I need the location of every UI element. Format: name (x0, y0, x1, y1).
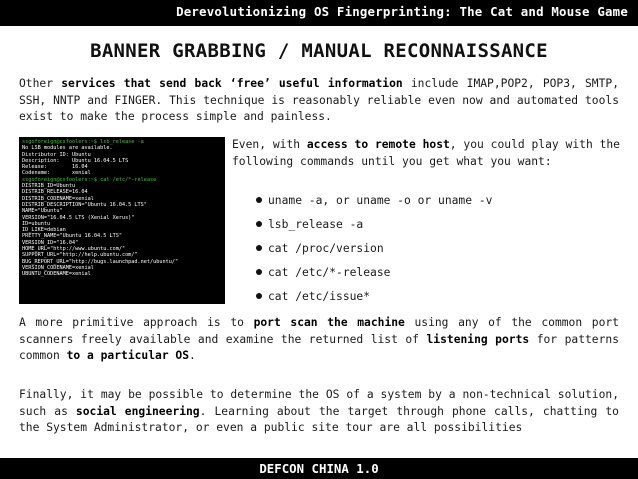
p2-text-e: for patterns common (19, 332, 619, 363)
paragraph-port-scan (19, 315, 619, 365)
terminal-line: Distributor ID: Ubuntu (22, 151, 91, 158)
terminal-line: Codename: xenial (22, 170, 91, 177)
terminal-line: BUG_REPORT_URL="http://bugs.launchpad.net/ubuntu/" (22, 258, 179, 265)
command-text: uname -a, or uname -o or uname -v (268, 194, 493, 207)
terminal-line: ssgoforeign@csfoolers:~$ cat /etc/*-release (22, 176, 157, 183)
bullet-icon (256, 221, 262, 227)
terminal-line: HOME_URL="http://www.ubuntu.com/" (22, 246, 126, 253)
paragraph-remote-access (232, 137, 620, 170)
command-text: cat /etc/issue* (268, 290, 371, 303)
p3-text-c: . Learning about the target through phone calls, chatting to the System Administrator, or even a public site tour are all possibilities (19, 404, 619, 435)
terminal-line: Description: Ubuntu 16.04.5 LTS (22, 157, 129, 164)
terminal-line: ID_LIKE=debian (22, 227, 66, 234)
terminal-line: Release: 16.04 (22, 164, 88, 171)
p1-bold-services: services that send back ‘free’ useful information (61, 77, 403, 90)
terminal-line: DISTRIB_RELEASE=16.04 (22, 189, 88, 196)
bullet-icon (256, 269, 262, 275)
bullet-icon (256, 293, 262, 299)
terminal-line: DISTRIB_DESCRIPTION="Ubuntu 16.04.5 LTS" (22, 201, 147, 208)
command-item (256, 193, 492, 217)
terminal-line: NAME="Ubuntu" (22, 208, 63, 215)
p2-text-a: A more primitive approach is to (19, 316, 254, 329)
command-item (256, 217, 492, 241)
p2-bold-port-scan: port scan the machine (253, 316, 405, 329)
terminal-line: PRETTY_NAME="Ubuntu 16.04.5 LTS" (22, 233, 122, 240)
footer-label: DEFCON CHINA 1.0 (259, 461, 379, 476)
paragraph-services (19, 76, 619, 126)
command-item (256, 241, 492, 265)
terminal-line: VERSION_CODENAME=xenial (22, 264, 94, 271)
p2-text-g: . (189, 349, 196, 363)
command-item (256, 289, 492, 313)
command-text: cat /proc/version (268, 242, 384, 255)
command-item (256, 265, 492, 289)
slide-title: BANNER GRABBING / MANUAL RECONNAISSANCE (90, 40, 548, 62)
header-title: Derevolutionizing OS Fingerprinting: The Cat and Mouse Game (176, 4, 628, 19)
p2-text-c: using any of the common port scanners freely available and examine the returned list of (19, 316, 619, 346)
terminal-line: VERSION_ID="16.04" (22, 239, 79, 246)
right-text-c: , you could play with the following commands until you get what you want: (232, 138, 620, 168)
p1-text-c: include IMAP,POP2, POP3, SMTP, SSH, NNTP and FINGER. This technique is reasonably reliable even now and automated tools exist to make the process simple and painless. (19, 77, 620, 124)
bullet-icon (256, 245, 262, 251)
terminal-line: SUPPORT_URL="http://help.ubuntu.com/" (22, 252, 138, 259)
paragraph-social-engineering (19, 387, 619, 437)
command-text: lsb_release -a (268, 218, 364, 231)
terminal-line: ssgoforeign@csfoolers:~$ lsb_release -a (22, 139, 144, 145)
terminal-line: DISTRIB_CODENAME=xenial (22, 195, 94, 202)
terminal-line: UBUNTU_CODENAME=xenial (22, 271, 91, 278)
terminal-line: No LSB modules are available. (22, 145, 113, 152)
p3-bold-social-engineering: social engineering (75, 404, 200, 418)
terminal-line: ID=ubuntu (22, 220, 51, 227)
command-text: cat /etc/*-release (268, 266, 391, 279)
p2-bold-listening-ports: listening ports (426, 332, 530, 346)
terminal-line: DISTRIB_ID=Ubuntu (22, 183, 76, 190)
bullet-icon (256, 197, 262, 203)
p1-text-a: Other (19, 77, 62, 90)
header-bar (0, 0, 638, 26)
p2-bold-particular-os: to a particular OS (66, 349, 190, 363)
p3-text-a: Finally, it may be possible to determine the OS of a system by a non-technical solution, such as (19, 388, 619, 418)
command-list (256, 193, 492, 313)
terminal-screenshot (19, 137, 225, 304)
footer-bar (0, 458, 638, 479)
right-bold-access: access to remote host (306, 138, 450, 151)
terminal-line: VERSION="16.04.5 LTS (Xenial Xerus)" (22, 214, 135, 221)
right-text-a: Even, with (232, 138, 307, 151)
